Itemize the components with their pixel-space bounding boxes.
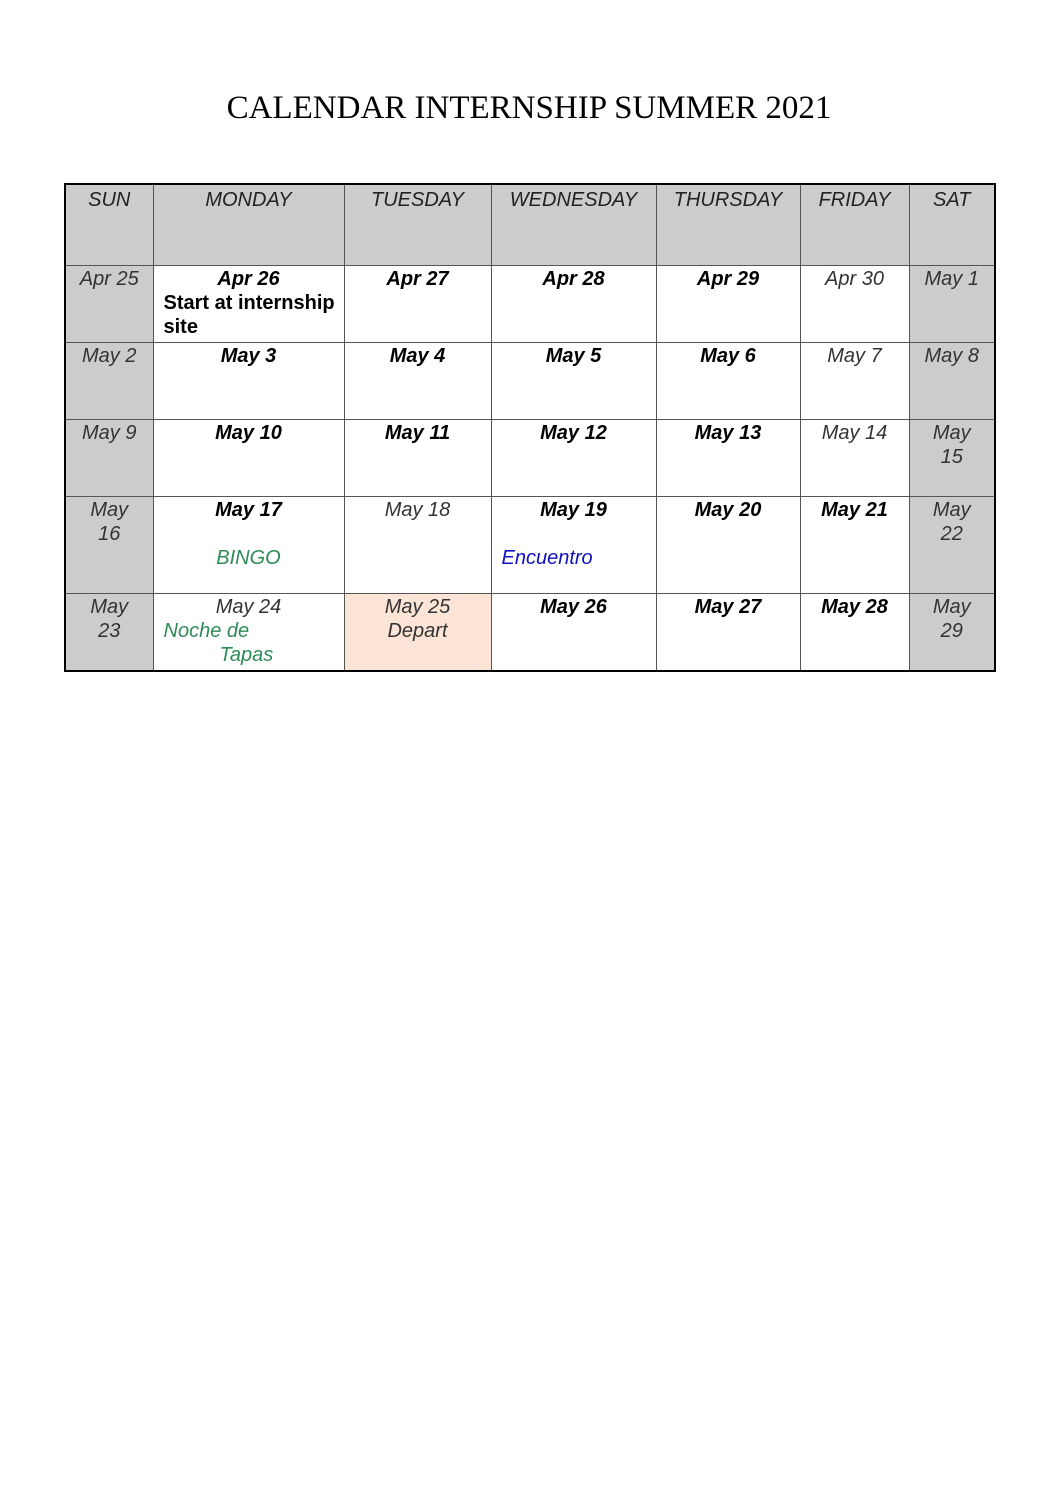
day-cell — [491, 420, 656, 497]
date-label: May 8 — [924, 345, 979, 367]
date-label: Apr 30 — [825, 268, 884, 290]
date-label: May 27 — [694, 596, 762, 618]
header-friday: FRIDAY — [800, 184, 909, 266]
header-wednesday: WEDNESDAY — [491, 184, 656, 266]
date-label: May 12 — [540, 422, 607, 444]
day-cell — [65, 420, 153, 497]
event-note: BINGO — [216, 547, 281, 569]
week-row — [65, 266, 995, 343]
date-label: May 5 — [545, 345, 602, 367]
date-label: May 9 — [82, 422, 137, 444]
day-cell — [65, 497, 153, 594]
day-cell — [800, 497, 909, 594]
date-label: May 2 — [82, 345, 137, 367]
day-cell — [491, 266, 656, 343]
date-label: May 4 — [389, 345, 446, 367]
day-cell — [656, 343, 800, 420]
day-cell — [909, 594, 995, 672]
date-label: Apr 28 — [542, 268, 605, 290]
day-cell — [65, 343, 153, 420]
spacer — [154, 522, 344, 546]
day-cell — [344, 497, 491, 594]
date-label: May 25 — [384, 596, 451, 618]
calendar-table — [64, 183, 996, 672]
day-cell — [909, 266, 995, 343]
day-cell — [153, 594, 344, 672]
header-monday: MONDAY — [153, 184, 344, 266]
date-label: May 6 — [700, 345, 756, 367]
date-label: May 11 — [384, 422, 451, 444]
date-label: May 10 — [215, 422, 282, 444]
day-cell — [800, 343, 909, 420]
day-cell — [909, 343, 995, 420]
date-label: May 21 — [821, 499, 888, 521]
day-cell — [800, 594, 909, 672]
header-row — [65, 184, 995, 266]
day-cell — [344, 266, 491, 343]
date-label: Apr 25 — [79, 268, 139, 290]
day-cell — [656, 420, 800, 497]
date-label: Apr 27 — [386, 268, 449, 290]
date-label: May 19 — [540, 499, 607, 521]
date-label: May 7 — [827, 345, 882, 367]
event-note: Encuentro — [501, 547, 593, 569]
date-label: May 26 — [540, 596, 607, 618]
day-cell — [909, 420, 995, 497]
date-label: May 13 — [694, 422, 762, 444]
page-title: CALENDAR INTERNSHIP SUMMER 2021 — [226, 90, 832, 126]
day-cell — [65, 266, 153, 343]
spacer — [492, 522, 656, 546]
header-sun: SUN — [65, 184, 153, 266]
day-cell — [909, 497, 995, 594]
date-label: May 14 — [821, 422, 888, 444]
day-cell — [153, 343, 344, 420]
day-cell — [491, 343, 656, 420]
day-cell — [800, 266, 909, 343]
event-note: Noche de — [163, 620, 250, 642]
day-cell — [800, 420, 909, 497]
date-label: May 15 — [932, 422, 971, 468]
day-cell — [344, 420, 491, 497]
day-cell — [153, 266, 344, 343]
day-cell — [491, 497, 656, 594]
event-note: Tapas — [219, 644, 274, 666]
date-label: May 18 — [384, 499, 451, 521]
day-cell-depart — [344, 594, 491, 672]
day-cell — [656, 497, 800, 594]
date-label: Apr 29 — [696, 268, 760, 290]
date-label: May 1 — [924, 268, 979, 290]
week-row — [65, 497, 995, 594]
date-label: May 17 — [215, 499, 282, 521]
day-cell — [344, 343, 491, 420]
date-label: May 3 — [220, 345, 277, 367]
day-cell — [153, 420, 344, 497]
event-note: Start at internship site — [163, 292, 335, 338]
day-cell — [153, 497, 344, 594]
event-note: Depart — [387, 620, 448, 642]
week-row — [65, 343, 995, 420]
date-label: May 24 — [215, 596, 282, 618]
date-label: May 23 — [90, 596, 129, 642]
date-label: Apr 26 — [217, 268, 280, 290]
header-tuesday: TUESDAY — [344, 184, 491, 266]
day-cell — [656, 266, 800, 343]
date-label: May 16 — [90, 499, 129, 545]
week-row — [65, 420, 995, 497]
date-label: May 22 — [932, 499, 971, 545]
week-row — [65, 594, 995, 672]
date-label: May 28 — [821, 596, 888, 618]
date-label: May 29 — [932, 596, 971, 642]
day-cell — [491, 594, 656, 672]
header-sat: SAT — [909, 184, 995, 266]
day-cell — [65, 594, 153, 672]
date-label: May 20 — [694, 499, 762, 521]
day-cell — [656, 594, 800, 672]
header-thursday: THURSDAY — [656, 184, 800, 266]
